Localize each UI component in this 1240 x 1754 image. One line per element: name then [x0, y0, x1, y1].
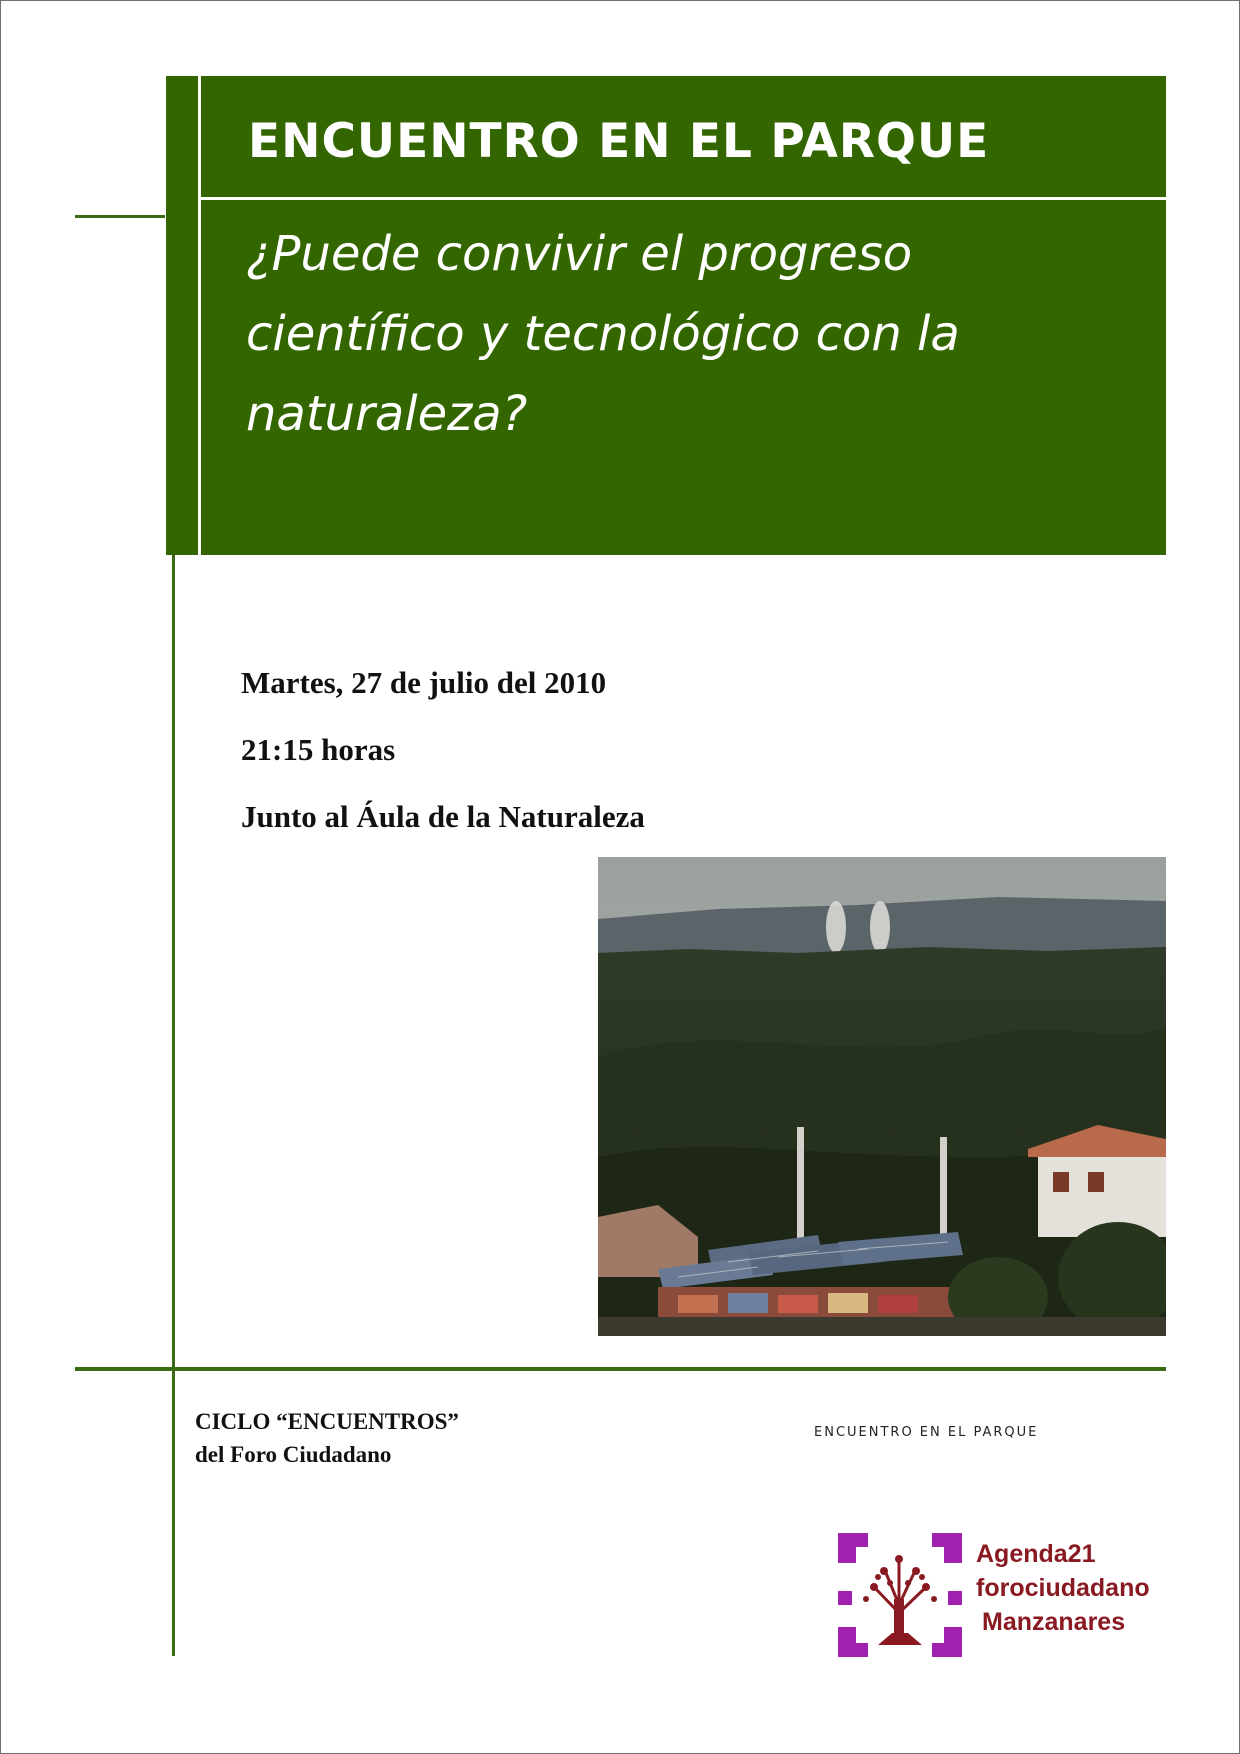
bottom-rule — [75, 1367, 1166, 1371]
series-name: CICLO “ENCUENTROS” — [195, 1409, 459, 1434]
event-details — [241, 665, 645, 866]
agenda21-logo — [838, 1533, 1166, 1657]
logo-text — [976, 1537, 1150, 1639]
series-organizer: del Foro Ciudadano — [195, 1442, 392, 1467]
subtitle-line-3: naturaleza? — [246, 386, 528, 442]
title-banner — [166, 76, 1166, 555]
logo-line-manzanares: Manzanares — [982, 1608, 1126, 1636]
series-info — [195, 1405, 459, 1471]
event-date: Martes, 27 de julio del 2010 — [241, 665, 607, 700]
event-time: 21:15 horas — [241, 732, 396, 767]
tree-logo-icon — [838, 1533, 962, 1657]
logo-line-forociudadano: forociudadano — [976, 1574, 1150, 1602]
subtitle-line-1: ¿Puede convivir el progreso — [246, 226, 913, 282]
landscape-photo — [598, 857, 1166, 1336]
question-subtitle — [246, 214, 1146, 454]
page-title: ENCUENTRO EN EL PARQUE — [248, 114, 990, 169]
vertical-rule — [172, 546, 175, 1656]
subtitle-line-2: científico y tecnológico con la — [246, 306, 960, 362]
logo-line-agenda21: Agenda21 — [976, 1540, 1096, 1568]
running-title: ENCUENTRO EN EL PARQUE — [814, 1425, 1039, 1440]
event-location: Junto al Áula de la Naturaleza — [241, 799, 645, 834]
banner-vertical-line — [198, 76, 201, 555]
banner-horizontal-line — [198, 197, 1166, 200]
top-left-rule — [75, 215, 165, 218]
